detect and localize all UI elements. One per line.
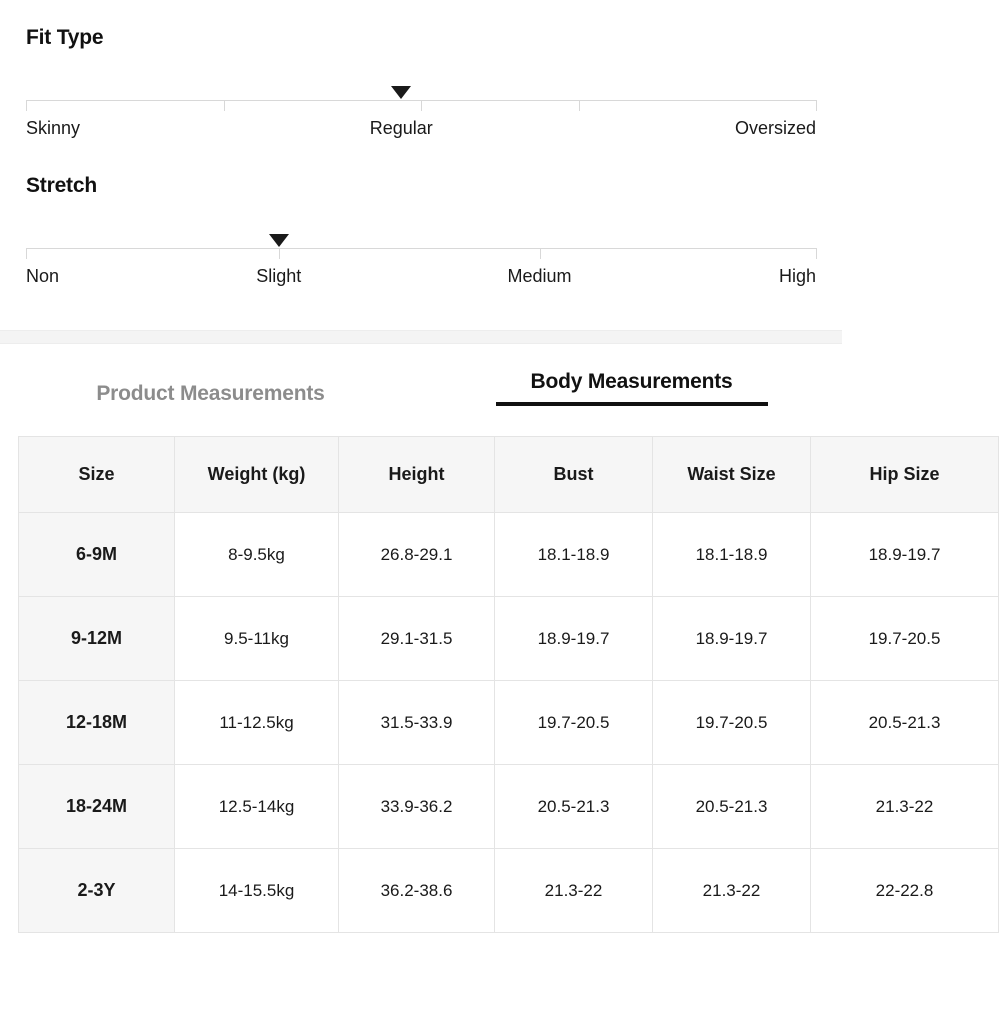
fit-type-label-oversized: Oversized (734, 118, 816, 138)
table-row (19, 513, 999, 597)
scale-tick (816, 100, 817, 111)
table-row (19, 765, 999, 849)
cell-hip: 22-22.8 (811, 849, 999, 933)
column-header-height: Height (339, 437, 495, 513)
stretch-marker (269, 234, 289, 247)
attribute-stretch (26, 174, 816, 292)
tab-underline (496, 402, 768, 406)
cell-height: 26.8-29.1 (339, 513, 495, 597)
table-row (19, 597, 999, 681)
cell-bust: 19.7-20.5 (495, 681, 653, 765)
stretch-scale (26, 232, 816, 262)
cell-waist: 19.7-20.5 (653, 681, 811, 765)
stretch-label-medium: Medium (507, 266, 572, 286)
size-table (18, 436, 999, 933)
scale-tick (579, 100, 580, 111)
fit-type-marker (391, 86, 411, 99)
fit-type-scale (26, 84, 816, 114)
cell-height: 36.2-38.6 (339, 849, 495, 933)
cell-size: 18-24M (19, 765, 175, 849)
scale-line (26, 248, 816, 249)
scale-tick (26, 248, 27, 259)
column-header-bust: Bust (495, 437, 653, 513)
table-row (19, 681, 999, 765)
tab-product-measurements[interactable] (0, 382, 421, 416)
cell-size: 2-3Y (19, 849, 175, 933)
scale-tick (540, 248, 541, 259)
stretch-label-non: Non (26, 266, 60, 286)
scale-tick (421, 100, 422, 111)
size-table-container[interactable] (18, 436, 941, 933)
tab-body-measurements[interactable] (421, 370, 842, 416)
cell-weight: 12.5-14kg (175, 765, 339, 849)
column-header-size: Size (19, 437, 175, 513)
stretch-labels (26, 266, 816, 292)
scale-tick (224, 100, 225, 111)
cell-weight: 14-15.5kg (175, 849, 339, 933)
cell-weight: 9.5-11kg (175, 597, 339, 681)
cell-waist: 21.3-22 (653, 849, 811, 933)
cell-bust: 18.9-19.7 (495, 597, 653, 681)
cell-bust: 21.3-22 (495, 849, 653, 933)
cell-hip: 21.3-22 (811, 765, 999, 849)
cell-size: 9-12M (19, 597, 175, 681)
cell-height: 29.1-31.5 (339, 597, 495, 681)
cell-waist: 18.1-18.9 (653, 513, 811, 597)
cell-weight: 8-9.5kg (175, 513, 339, 597)
column-header-hip: Hip Size (811, 437, 999, 513)
attributes-section (0, 0, 842, 318)
cell-waist: 20.5-21.3 (653, 765, 811, 849)
tab-body-measurements-label: Body Measurements (530, 370, 733, 393)
cell-size: 12-18M (19, 681, 175, 765)
column-header-weight: Weight (kg) (175, 437, 339, 513)
section-divider (0, 330, 842, 344)
scale-tick (816, 248, 817, 259)
fit-type-label-regular: Regular (369, 118, 433, 138)
table-row (19, 849, 999, 933)
stretch-title: Stretch (26, 174, 97, 197)
table-header-row (19, 437, 999, 513)
stretch-label-slight: Slight (256, 266, 302, 286)
cell-size: 6-9M (19, 513, 175, 597)
cell-hip: 19.7-20.5 (811, 597, 999, 681)
cell-bust: 20.5-21.3 (495, 765, 653, 849)
cell-waist: 18.9-19.7 (653, 597, 811, 681)
measurement-tabs (0, 344, 842, 416)
cell-bust: 18.1-18.9 (495, 513, 653, 597)
cell-hip: 20.5-21.3 (811, 681, 999, 765)
scale-tick (279, 248, 280, 259)
scale-tick (26, 100, 27, 111)
attribute-fit-type (26, 26, 816, 144)
stretch-label-high: High (778, 266, 816, 286)
fit-type-labels (26, 118, 816, 144)
cell-weight: 11-12.5kg (175, 681, 339, 765)
cell-height: 33.9-36.2 (339, 765, 495, 849)
column-header-waist: Waist Size (653, 437, 811, 513)
fit-type-title: Fit Type (26, 26, 104, 49)
tab-product-measurements-label: Product Measurements (96, 382, 325, 405)
cell-height: 31.5-33.9 (339, 681, 495, 765)
fit-type-label-skinny: Skinny (26, 118, 81, 138)
cell-hip: 18.9-19.7 (811, 513, 999, 597)
